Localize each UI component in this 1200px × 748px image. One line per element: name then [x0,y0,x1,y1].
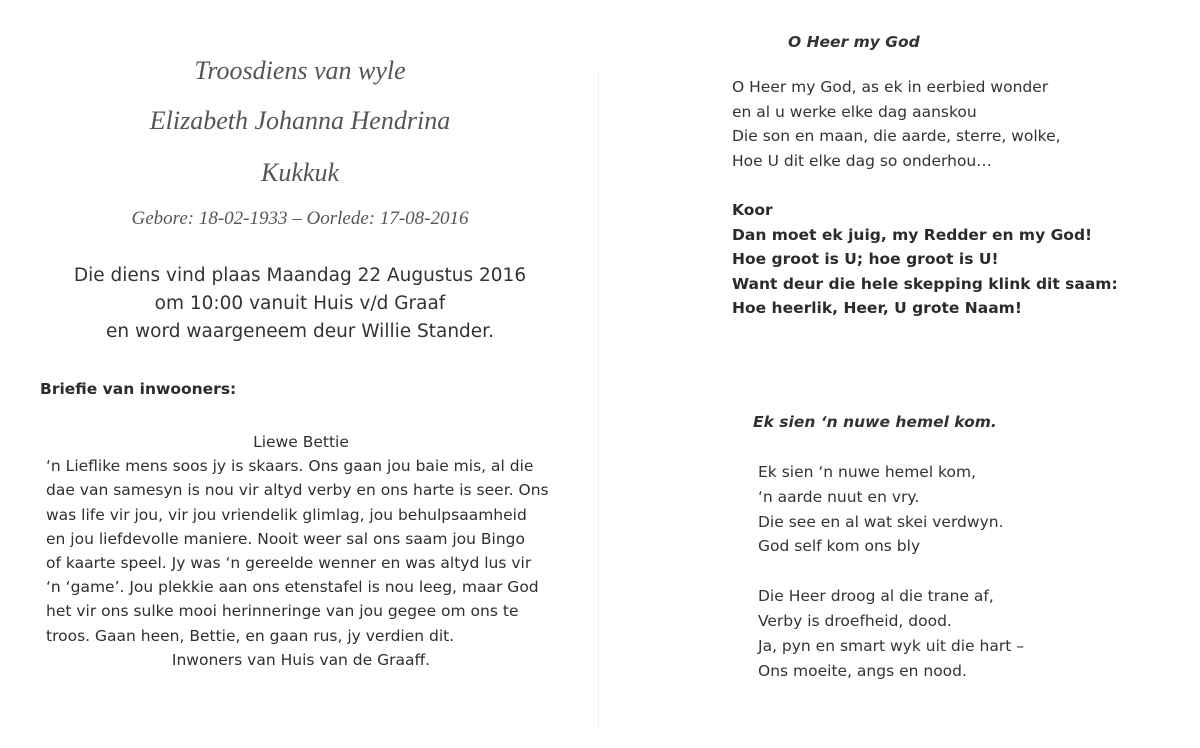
hymn1-line: Hoe U dit elke dag so onderhou… [732,151,992,170]
chorus-label: Koor [732,201,773,219]
hymn1-title: O Heer my God [788,33,920,51]
service-title: Troosdiens van wyle [194,56,406,85]
letter-signature: Inwoners van Huis van de Graaff. [171,650,431,669]
letter-line: was life vir jou, vir jou vriendelik glimlag, jou behulpsaamheid [46,505,527,524]
hymn2-line: God self kom ons bly [758,537,921,556]
service-line: Die diens vind plaas Maandag 22 Augustus 2016 [73,265,527,286]
letter-line: ‘n ‘game’. Jou plekkie aan ons etenstafel is nou leeg, maar God [46,578,539,597]
hymn2-line: Ja, pyn en smart wyk uit die hart – [758,636,1024,655]
deceased-given-names: Elizabeth Johanna Hendrina [149,106,451,135]
chorus [732,198,1118,321]
resident-letter [46,430,556,672]
hymn2-line: Ons moeite, angs en nood. [758,661,967,680]
service-line: om 10:00 vanuit Huis v/d Graaf [154,293,446,314]
hymn1-line: O Heer my God, as ek in eerbied wonder [732,78,1049,96]
letter-greeting: Liewe Bettie [253,433,349,451]
birth-death-dates: Gebore: 18-02-1933 – Oorlede: 17-08-2016 [131,208,469,229]
chorus-line: Hoe groot is U; hoe groot is U! [732,250,999,268]
service-details [40,262,560,346]
verse-gap [758,559,1024,584]
hymn2-line: Die see en al wat skei verdwyn. [758,512,1004,531]
hymn2-verses [758,460,1024,683]
hymn2-line: ‘n aarde nuut en vry. [758,487,920,506]
letter-line: ‘n Lieflike mens soos jy is skaars. Ons gaan jou baie mis, al die [46,457,534,476]
letter-heading: Briefie van inwooners: [40,380,237,398]
letter-line: en jou liefdevolle maniere. Nooit weer sal ons saam jou Bingo [46,529,525,548]
letter-line: dae van samesyn is nou vir altyd verby en ons harte is seer. Ons [46,481,549,500]
letter-line: of kaarte speel. Jy was ‘n gereelde wenner en was altyd lus vir [46,554,532,573]
service-line: en word waargeneem deur Willie Stander. [106,321,494,342]
hymn2-line: Die Heer droog al die trane af, [758,587,994,606]
letter-line: troos. Gaan heen, Bettie, en gaan rus, jy verdien dit. [46,626,455,645]
hymn2-line: Verby is droefheid, dood. [758,611,952,630]
hymn2-line: Ek sien ‘n nuwe hemel kom, [758,463,976,481]
page-fold-divider [598,70,599,730]
hymn2-title: Ek sien ‘n nuwe hemel kom. [753,413,997,431]
hymn1-verse [732,75,1061,173]
hymn1-line: Die son en maan, die aarde, sterre, wolke, [732,127,1061,145]
chorus-line: Want deur die hele skepping klink dit saam: [732,274,1118,293]
hymn1-line: en al u werke elke dag aanskou [732,102,977,121]
chorus-line: Dan moet ek juig, my Redder en my God! [732,225,1093,244]
letter-line: het vir ons sulke mooi herinneringe van jou gegee om ons te [46,602,519,621]
chorus-line: Hoe heerlik, Heer, U grote Naam! [732,299,1022,317]
deceased-surname: Kukkuk [261,158,339,187]
